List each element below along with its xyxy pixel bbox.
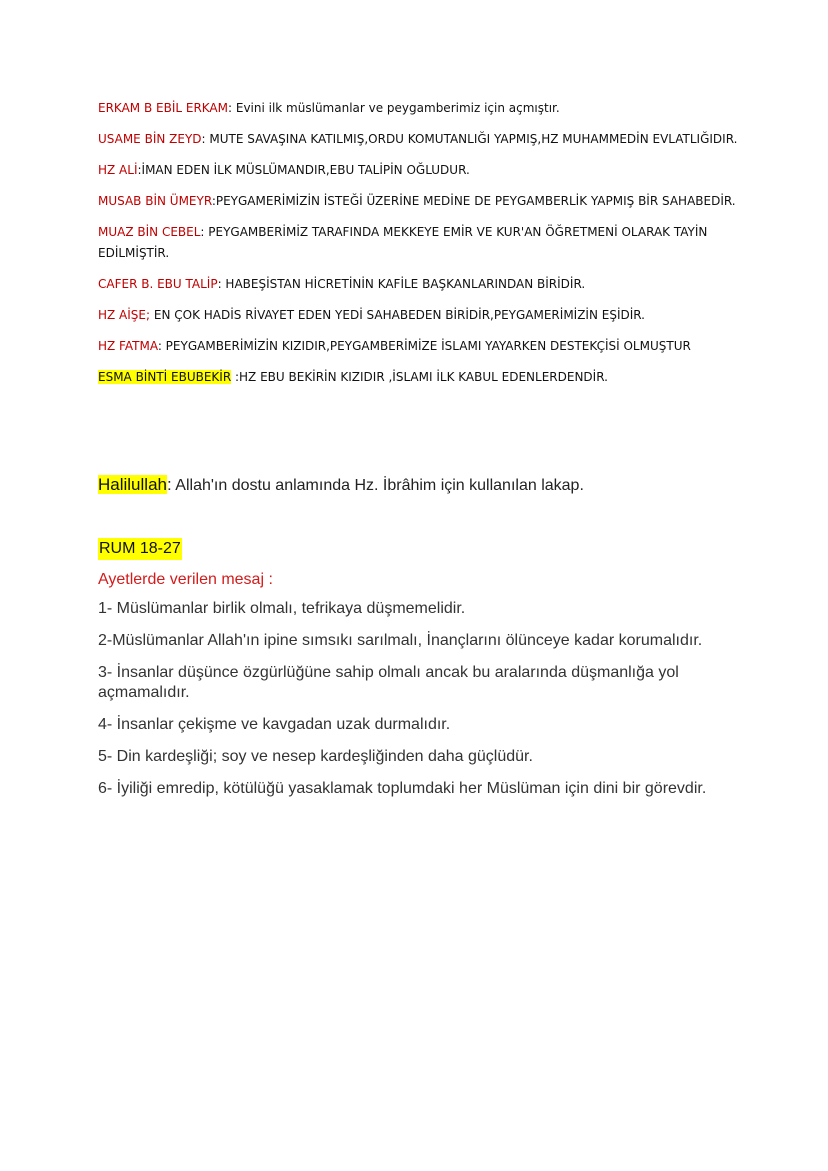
sahabe-entry	[98, 160, 748, 181]
sahabe-desc: : PEYGAMBERİMİZİN KIZIDIR,PEYGAMBERİMİZE İSLAMI YAYARKEN DESTEKÇİSİ OLMUŞTUR	[157, 339, 691, 353]
sahabe-desc: :PEYGAMERİMİZİN İSTEĞİ ÜZERİNE MEDİNE DE PEYGAMBERLİK YAPMIŞ BİR SAHABEDİR.	[211, 194, 736, 208]
sahabe-desc: : MUTE SAVAŞINA KATILMIŞ,ORDU KOMUTANLIĞI YAPMIŞ,HZ MUHAMMEDİN EVLATLIĞIDIR.	[201, 132, 738, 146]
halilullah-term: Halilullah	[98, 475, 167, 494]
sahabe-entry	[98, 129, 748, 150]
sahabe-desc: : HABEŞİSTAN HİCRETİNİN KAFİLE BAŞKANLARINDAN BİRİDİR.	[217, 277, 586, 291]
sahabe-entry	[98, 367, 748, 388]
rum-message-item: 4- İnsanlar çekişme ve kavgadan uzak durmalıdır.	[98, 716, 451, 733]
sahabe-entry	[98, 305, 748, 326]
sahabe-name-highlighted: ESMA BİNTİ EBUBEKİR	[98, 370, 232, 384]
rum-message-item: 2-Müslümanlar Allah'ın ipine sımsıkı sarılmalı, İnançlarını ölünceye kadar korumalıdır.	[98, 632, 703, 649]
rum-message-list	[98, 599, 758, 799]
sahabe-name: ERKAM B EBİL ERKAM	[98, 101, 228, 115]
sahabe-desc: : Evini ilk müslümanlar ve peygamberimiz için açmıştır.	[228, 101, 560, 115]
halilullah-definition	[98, 472, 758, 499]
sahabe-list	[98, 98, 748, 398]
sahabe-entry	[98, 98, 748, 119]
sahabe-entry	[98, 274, 748, 295]
sahabe-desc: EN ÇOK HADİS RİVAYET EDEN YEDİ SAHABEDEN BİRİDİR,PEYGAMERİMİZİN EŞİDİR.	[150, 308, 645, 322]
sahabe-name: CAFER B. EBU TALİP	[98, 277, 218, 291]
sahabe-name: MUSAB BİN ÜMEYR	[98, 194, 212, 208]
halilullah-usage: anlamında Hz. İbrâhim için kullanılan lakap.	[270, 477, 584, 494]
rum-message-item: 3- İnsanlar düşünce özgürlüğüne sahip olmalı ancak bu aralarında düşmanlığa yol açmamalıdır.	[98, 664, 679, 701]
sahabe-name: MUAZ BİN CEBEL	[98, 225, 201, 239]
sahabe-desc: :HZ EBU BEKİRİN KIZIDIR ,İSLAMI İLK KABUL EDENLERDENDİR.	[231, 370, 608, 384]
rum-message-item: 1- Müslümanlar birlik olmalı, tefrikaya düşmemelidir.	[98, 600, 466, 617]
rum-message-item: 6- İyiliği emredip, kötülüğü yasaklamak toplumdaki her Müslüman için dini bir görevdir.	[98, 780, 707, 797]
rum-message-item: 5- Din kardeşliği; soy ve nesep kardeşliğinden daha güçlüdür.	[98, 748, 533, 765]
sahabe-entry	[98, 191, 748, 212]
sahabe-desc: :İMAN EDEN İLK MÜSLÜMANDIR,EBU TALİPİN OĞLUDUR.	[137, 163, 470, 177]
sahabe-desc: : PEYGAMBERİMİZ TARAFINDA MEKKEYE EMİR VE KUR'AN ÖĞRETMENİ OLARAK TAYİN EDİLMİŞTİR.	[98, 225, 708, 260]
halilullah-meaning: Allah'ın dostu	[171, 477, 271, 494]
sahabe-name: HZ AİŞE;	[98, 308, 151, 322]
sahabe-name: USAME BİN ZEYD	[98, 132, 202, 146]
sahabe-name: HZ ALİ	[98, 163, 138, 177]
rum-section	[98, 538, 758, 811]
sahabe-name: HZ FATMA	[98, 339, 158, 353]
halilullah-colon: :	[166, 475, 172, 494]
rum-heading: Ayetlerde verilen mesaj :	[98, 571, 273, 588]
sahabe-entry	[98, 336, 748, 357]
sahabe-entry	[98, 222, 748, 264]
rum-reference: RUM 18-27	[98, 538, 182, 560]
